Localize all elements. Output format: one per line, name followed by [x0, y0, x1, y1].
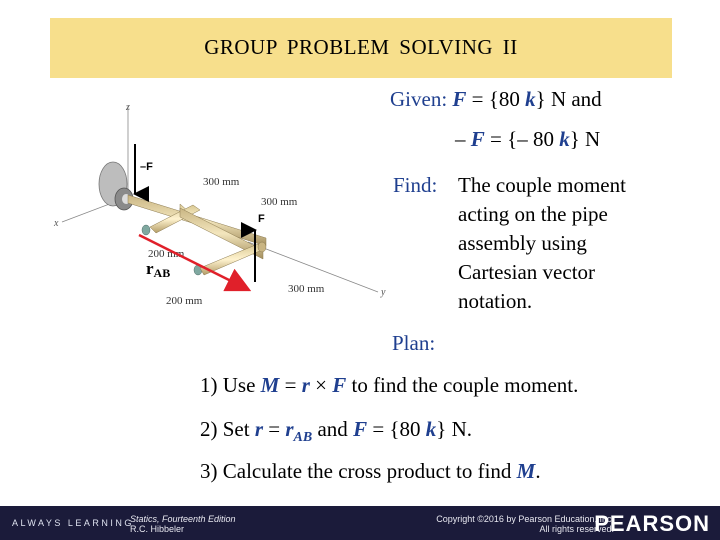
step2-rAB	[285, 417, 313, 446]
step1-F: F	[332, 373, 347, 397]
step2-F: F	[353, 417, 368, 441]
footer-bar	[0, 506, 720, 540]
given-label: Given:	[390, 87, 448, 111]
given-k-unit: k	[525, 87, 536, 111]
find-line-5: notation.	[458, 289, 533, 313]
plan-label: Plan:	[392, 331, 436, 355]
step2-rest: = {80	[367, 417, 426, 441]
find-line-2: acting on the pipe	[458, 202, 608, 226]
pearson-logo: PEARSON	[594, 511, 710, 536]
find-line-3: assembly using	[458, 231, 587, 255]
z-axis-label: z	[126, 102, 130, 113]
find-label: Find:	[393, 173, 438, 197]
given-line-1	[390, 87, 602, 112]
book-author: R.C. Hibbeler	[130, 524, 185, 534]
y-axis-label: y	[381, 287, 386, 298]
copyright-line-2: All rights reserved.	[539, 524, 614, 534]
rAB-label-r: r	[146, 259, 154, 278]
pipe-end-a	[142, 225, 150, 235]
step1-times: ×	[309, 373, 333, 397]
step2-end: } N.	[436, 417, 473, 441]
step2-num: 2) Set	[200, 417, 255, 441]
step1-M: M	[260, 373, 280, 397]
given-line-2	[455, 127, 600, 152]
x-axis-label: x	[54, 218, 59, 229]
step3-M: M	[516, 459, 536, 483]
find-line-4: Cartesian vector	[458, 260, 596, 284]
given-tail-1: } N and	[535, 87, 602, 111]
step2-rAB-main: r	[285, 417, 294, 441]
force-F-label: F	[258, 213, 265, 225]
plan-step-3	[200, 459, 541, 484]
step1-eq: =	[279, 373, 302, 397]
dim-300-bottom: 300 mm	[288, 283, 325, 295]
step2-r: r	[254, 417, 264, 441]
given-eq-1: = {80	[466, 87, 526, 111]
pipe-assembly-figure	[48, 92, 403, 317]
step1-num: 1) Use	[200, 373, 261, 397]
dim-200-mid: 200 mm	[148, 248, 185, 260]
step1-r: r	[301, 373, 310, 397]
step2-rAB-sub: AB	[293, 430, 313, 446]
pipe-elbow	[258, 242, 266, 252]
given-k-unit-2: k	[559, 127, 570, 151]
rAB-label-sub: AB	[153, 266, 171, 280]
rAB-label	[146, 259, 170, 280]
dim-200-bottom: 200 mm	[166, 295, 203, 307]
step2-k: k	[425, 417, 437, 441]
step3-text: 3) Calculate the cross product to find	[200, 459, 517, 483]
slide-title: GROUP PROBLEM SOLVING II	[204, 35, 518, 59]
step2-eq: =	[263, 417, 286, 441]
find-line-1: The couple moment	[458, 173, 626, 197]
plan-step-1	[200, 373, 578, 398]
book-title: Statics, Fourteenth Edition	[130, 514, 236, 524]
plan-step-2	[200, 417, 472, 446]
given-dash: –	[455, 127, 471, 151]
force-negF-label: –F	[140, 161, 153, 173]
step2-and: and	[312, 417, 354, 441]
step1-rest: to find the couple moment.	[346, 373, 579, 397]
given-F-symbol: F	[452, 87, 467, 111]
book-info	[130, 514, 236, 534]
given-F-symbol-2: F	[470, 127, 485, 151]
step3-dot: .	[535, 459, 541, 483]
given-tail-2: } N	[569, 127, 601, 151]
copyright-line-1: Copyright ©2016 by Pearson Education, Inc.	[436, 514, 614, 524]
dim-300-right: 300 mm	[261, 196, 298, 208]
always-learning-tagline: ALWAYS LEARNING	[12, 518, 134, 528]
copyright	[436, 514, 614, 534]
title-banner	[50, 18, 672, 78]
given-eq-2: = {– 80	[484, 127, 560, 151]
dim-300-top: 300 mm	[203, 176, 240, 188]
